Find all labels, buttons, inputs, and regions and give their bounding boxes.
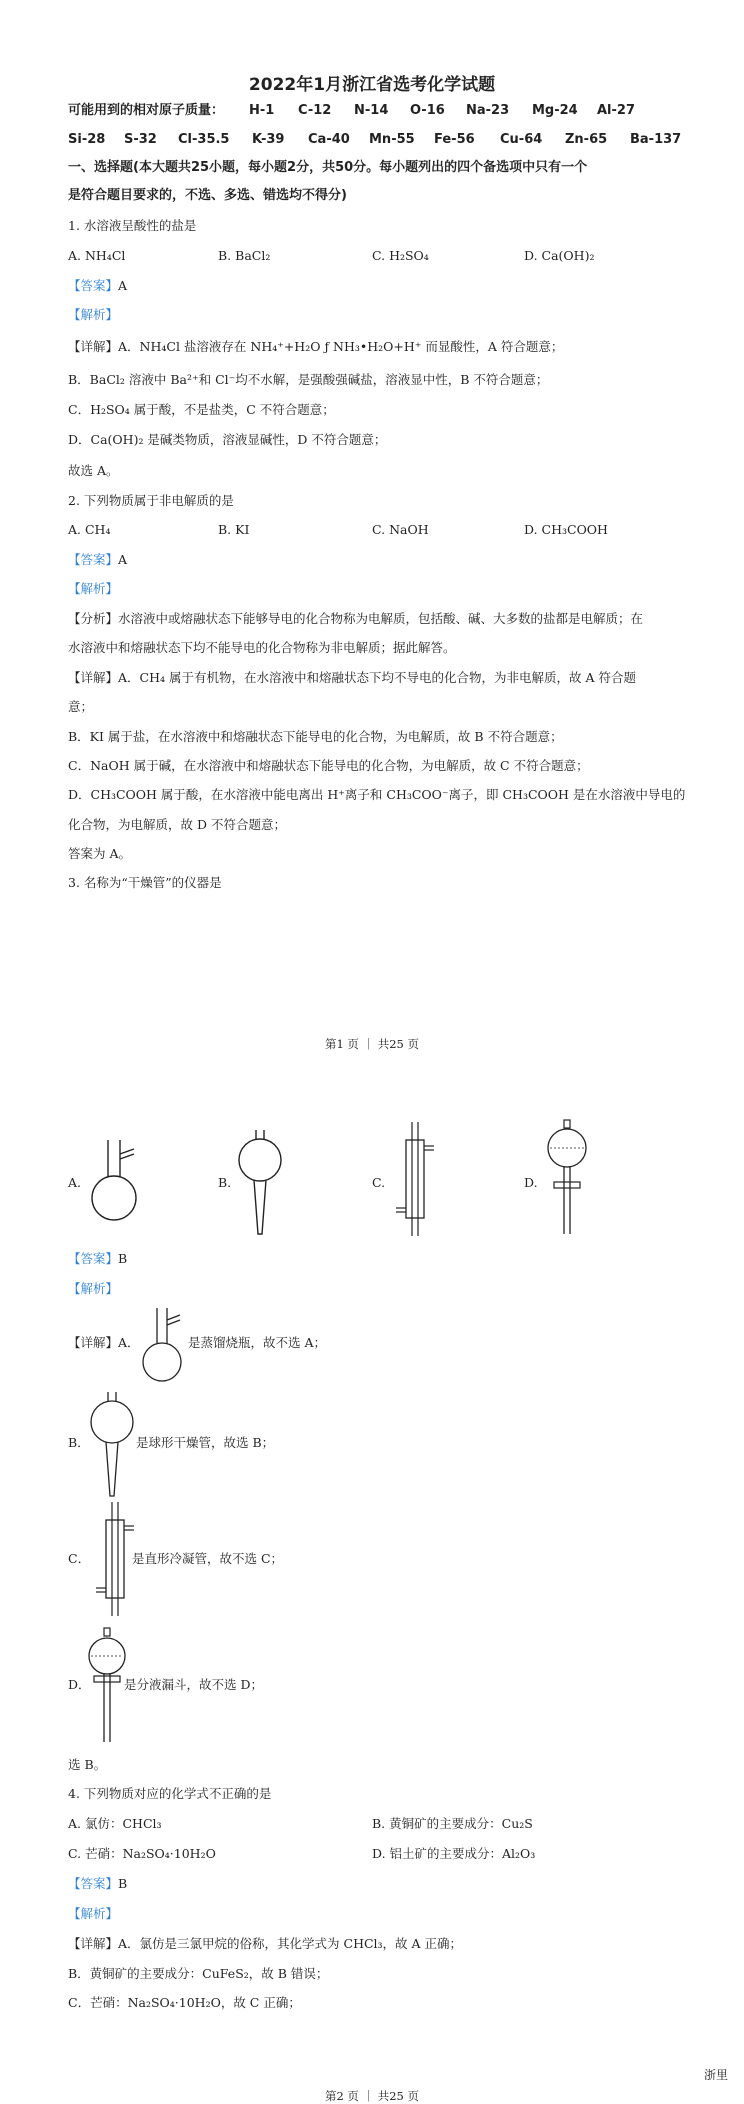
atomic-mass-item: Al-27 [597, 103, 636, 118]
q3-detail-c: 是直形冷凝管，故不选 C； [132, 1551, 284, 1566]
q1-detail-4: D．Ca(OH)₂ 是碱类物质，溶液显碱性，D 不符合题意； [68, 432, 387, 447]
q1-conclusion: 故选 A。 [68, 463, 119, 478]
distilling-flask-icon [86, 1136, 146, 1226]
condenser-icon [392, 1120, 442, 1240]
q3-answer [68, 1251, 127, 1267]
q2-analysis-2: 水溶液中和熔融状态下均不能导电的化合物称为非电解质；据此解答。 [68, 640, 456, 655]
q4-analysis-label: 【解析】 [68, 1906, 119, 1921]
section-heading: 一、选择题(本大题共25小题，每小题2分，共50分。每小题列出的四个备选项中只有一个 [68, 160, 588, 175]
atomic-mass-item: Zn-65 [565, 132, 608, 147]
atomic-mass-item: C-12 [298, 103, 332, 118]
q4-option-b: B. 黄铜矿的主要成分：Cu₂S [372, 1816, 533, 1831]
page-title: 2022年1月浙江省选考化学试题 [248, 75, 496, 95]
atomic-mass-item: Ba-137 [630, 132, 682, 147]
q2-analysis-label: 【解析】 [68, 581, 119, 596]
q3-option-b: B. [218, 1175, 232, 1190]
corner-watermark: 浙里 [703, 2068, 728, 2082]
drying-tube-icon [236, 1128, 286, 1238]
q4-detail-1: 【详解】A．氯仿是三氯甲烷的俗称，其化学式为 CHCl₃，故 A 正确； [68, 1936, 463, 1951]
atomic-mass-item: Cu-64 [500, 132, 543, 147]
q3-detail-d: 是分液漏斗，故不选 D； [124, 1677, 263, 1692]
drying-tube-icon [88, 1390, 136, 1500]
answer-value: A [118, 278, 128, 293]
q4-option-d: D. 铝土矿的主要成分：Al₂O₃ [372, 1846, 536, 1861]
q2-analysis-1: 【分析】水溶液中或熔融状态下能够导电的化合物称为电解质，包括酸、碱、大多数的盐都是电解质；在 [68, 611, 644, 626]
q2-answer [68, 552, 127, 568]
q1-option-d: D. Ca(OH)₂ [524, 248, 595, 263]
q1-detail-3: C．H₂SO₄ 属于酸，不是盐类，C 不符合题意； [68, 402, 335, 417]
q1-stem: 1. 水溶液呈酸性的盐是 [68, 218, 197, 233]
q2-option-d: D. CH₃COOH [524, 522, 608, 537]
q3-detail-c-prefix: C． [68, 1551, 91, 1566]
q1-option-c: C. H₂SO₄ [372, 248, 429, 263]
q3-option-d: D. [524, 1175, 538, 1190]
q1-detail-2: B．BaCl₂ 溶液中 Ba²⁺和 Cl⁻均不水解，是强酸强碱盐，溶液显中性，B 不符合题意； [68, 372, 549, 387]
atomic-mass-item: Na-23 [466, 103, 510, 118]
q2-option-c: C. NaOH [372, 522, 429, 537]
atomic-mass-item: H-1 [249, 103, 275, 118]
q2-option-a: A. CH₄ [68, 522, 111, 537]
q3-detail-a-prefix: 【详解】A． [68, 1335, 140, 1350]
atomic-mass-item: S-32 [124, 132, 157, 147]
q3-conclusion: 选 B。 [68, 1757, 107, 1772]
q2-option-b: B. KI [218, 522, 250, 537]
q4-detail-3: C．芒硝：Na₂SO₄·10H₂O，故 C 正确； [68, 1995, 301, 2010]
q1-option-b: B. BaCl₂ [218, 248, 271, 263]
q3-detail-a: 是蒸馏烧瓶，故不选 A； [188, 1335, 327, 1350]
q1-option-a: A. NH₄Cl [68, 248, 126, 263]
atomic-mass-item: Cl-35.5 [178, 132, 230, 147]
q1-answer [68, 278, 127, 294]
q4-option-c: C. 芒硝：Na₂SO₄·10H₂O [68, 1846, 216, 1861]
section-heading-cont: 是符合题目要求的，不选、多选、错选均不得分) [68, 188, 347, 203]
answer-label: 【答案】 [68, 278, 119, 293]
q2-detail-4: D．CH₃COOH 属于酸，在水溶液中能电离出 H⁺离子和 CH₃COO⁻离子，即 CH₃COOH 是在水溶液中导电的 [68, 787, 686, 802]
q3-option-a: A. [68, 1175, 82, 1190]
q1-analysis-label: 【解析】 [68, 307, 119, 322]
page-footer: 第1 页 ｜ 共25 页 [324, 1037, 420, 1051]
q3-detail-b: 是球形干燥管，故选 B； [136, 1435, 275, 1450]
page-footer: 第2 页 ｜ 共25 页 [324, 2089, 420, 2103]
atomic-mass-item: O-16 [410, 103, 445, 118]
answer-label: 【答案】 [68, 552, 119, 567]
atomic-mass-item: Mn-55 [369, 132, 415, 147]
atomic-mass-item: Fe-56 [434, 132, 475, 147]
q1-detail-1: 【详解】A．NH₄Cl 盐溶液存在 NH₄⁺+H₂O ƒ NH₃•H₂O+H⁺ 而显酸性，A 符合题意； [68, 339, 564, 354]
q2-detail-1b: 意； [68, 699, 94, 714]
atomic-mass-item: Ca-40 [308, 132, 350, 147]
answer-label: 【答案】 [68, 1876, 119, 1891]
atomic-mass-item: N-14 [354, 103, 389, 118]
distilling-flask-icon [140, 1304, 190, 1384]
q3-analysis-label: 【解析】 [68, 1281, 119, 1296]
q3-detail-d-prefix: D． [68, 1677, 91, 1692]
atomic-mass-label: 可能用到的相对原子质量： [68, 103, 225, 118]
q3-option-c: C. [372, 1175, 386, 1190]
q3-detail-b-prefix: B． [68, 1435, 90, 1450]
atomic-mass-item: Mg-24 [532, 103, 578, 118]
q2-conclusion: 答案为 A。 [68, 846, 132, 861]
page-2 [0, 1080, 744, 2104]
q2-detail-3: C．NaOH 属于碱，在水溶液中和熔融状态下能导电的化合物，为电解质，故 C 不符合题意； [68, 758, 589, 773]
atomic-mass-item: Si-28 [68, 132, 106, 147]
atomic-mass-item: K-39 [252, 132, 285, 147]
answer-value: A [118, 552, 128, 567]
q4-option-a: A. 氯仿：CHCl₃ [68, 1816, 162, 1831]
answer-value: B [118, 1251, 128, 1266]
q4-detail-2: B．黄铜矿的主要成分：CuFeS₂，故 B 错误； [68, 1966, 329, 1981]
q2-stem: 2. 下列物质属于非电解质的是 [68, 493, 234, 508]
q4-stem: 4. 下列物质对应的化学式不正确的是 [68, 1786, 272, 1801]
q2-detail-4b: 化合物，为电解质，故 D 不符合题意； [68, 817, 286, 832]
q4-answer [68, 1876, 127, 1892]
separatory-funnel-icon [544, 1118, 594, 1238]
q2-detail-2: B．KI 属于盐，在水溶液中和熔融状态下能导电的化合物，为电解质，故 B 不符合题意； [68, 729, 563, 744]
q3-stem: 3. 名称为“干燥管”的仪器是 [68, 875, 222, 890]
answer-label: 【答案】 [68, 1251, 119, 1266]
q2-detail-1: 【详解】A．CH₄ 属于有机物，在水溶液中和熔融状态下均不导电的化合物，为非电解质，故 A 符合题 [68, 670, 636, 685]
answer-value: B [118, 1876, 128, 1891]
